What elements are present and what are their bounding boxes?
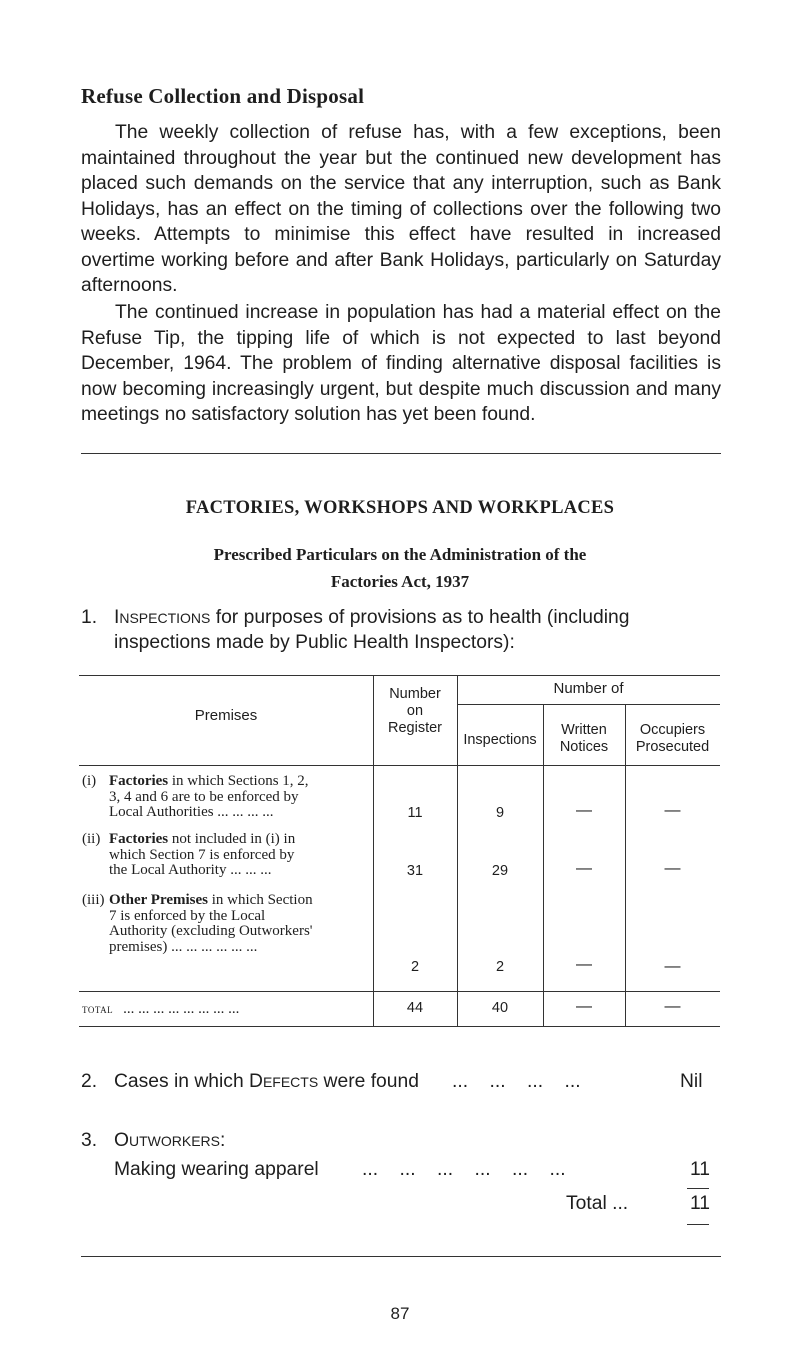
- total-notices: —: [576, 998, 592, 1015]
- row-i-bold: Factories: [109, 773, 169, 789]
- item-2-dots: ... ... ... ...: [452, 1071, 581, 1092]
- row-i-register: 11: [407, 805, 423, 821]
- total-register: 44: [406, 1000, 424, 1016]
- page-number: 87: [390, 1304, 410, 1323]
- subtitle-line-1: Prescribed Particulars on the Administration of the: [213, 545, 587, 564]
- item-3-total-value: 11: [690, 1193, 711, 1214]
- row-i-number: (i): [82, 773, 97, 789]
- row-iii-line-4: premises) ... ... ... ... ... ...: [109, 938, 258, 955]
- header-prosecuted-line-1: Occupiers: [639, 722, 706, 738]
- table-bottom-rule: [79, 1026, 720, 1027]
- defects-keyword: Defects: [249, 1071, 319, 1092]
- item-2-text: [114, 1069, 419, 1095]
- footer-divider: [81, 1256, 721, 1257]
- total-top-rule: [79, 991, 720, 992]
- row-ii-notices: —: [576, 860, 592, 877]
- item-3-number: 3.: [81, 1130, 98, 1151]
- row-iii-inspections: 2: [495, 959, 505, 975]
- header-bottom-rule: [79, 765, 720, 766]
- row-ii-line-1: not included in (i) in: [168, 831, 296, 847]
- item-3-line-value: 11: [690, 1159, 711, 1180]
- row-i-line-2: 3, 4 and 6 are to be enforced by: [109, 788, 299, 805]
- paragraph-refuse-tip: [81, 300, 721, 428]
- item-1-text-line-2: inspections made by Public Health Inspectors):: [114, 632, 515, 653]
- row-ii-number: (ii): [82, 831, 101, 847]
- row-iii-notices: —: [576, 956, 592, 973]
- row-ii-inspections: 29: [491, 863, 509, 879]
- item-2-post: were found: [318, 1071, 419, 1092]
- total-dots: ... ... ... ... ... ... ... ...: [123, 1001, 240, 1017]
- total-inspections: 40: [491, 1000, 509, 1016]
- paragraph-refuse-collection: [81, 120, 721, 299]
- table-row-label-ii: [82, 832, 372, 879]
- row-i-prosecuted: —: [664, 802, 681, 819]
- row-iii-register: 2: [410, 959, 420, 975]
- row-ii-prosecuted: —: [664, 860, 681, 877]
- section-divider: [81, 453, 721, 454]
- item-1-text-line-1: for purposes of provisions as to health (including: [210, 607, 630, 628]
- header-register-line-3: Register: [388, 720, 442, 736]
- total-prosecuted: —: [664, 998, 681, 1015]
- header-prosecuted-line-2: Prosecuted: [635, 739, 710, 755]
- row-ii-register: 31: [406, 863, 424, 879]
- row-iii-prosecuted: —: [664, 958, 681, 975]
- row-i-inspections: 9: [495, 805, 505, 821]
- sum-rule-top: [687, 1188, 709, 1189]
- row-ii-line-3: the Local Authority ... ... ...: [109, 862, 272, 878]
- header-written-notices: [543, 722, 625, 756]
- paragraph-1-text: The weekly collection of refuse has, with a few exceptions, been maintained throughout the year but the continued new development has placed such demands on the service that any interruption, such as Bank Holidays, has an effect on the timing of collections over the following two weeks. Attempts to minimise this effect have resulted in increased overtime working before and after Bank Holidays, particularly on Saturday afternoons.: [81, 122, 721, 296]
- item-3-line-dots: ... ... ... ... ... ...: [362, 1159, 566, 1180]
- outworkers-keyword: Outworkers: [114, 1130, 220, 1151]
- table-row-label-iii: [82, 893, 372, 955]
- section-heading: Refuse Collection and Disposal: [81, 84, 365, 108]
- total-row-label: [82, 1001, 372, 1018]
- row-iii-line-3: Authority (excluding Outworkers': [109, 923, 313, 939]
- header-notices-line-2: Notices: [559, 739, 609, 755]
- row-ii-line-2: which Section 7 is enforced by: [109, 846, 295, 863]
- row-i-notices: —: [576, 802, 592, 819]
- header-number-of: Number of: [553, 680, 624, 697]
- item-3-total-label: Total ...: [566, 1193, 629, 1214]
- row-ii-bold: Factories: [109, 831, 169, 847]
- main-title: FACTORIES, WORKSHOPS AND WORKPLACES: [185, 498, 615, 518]
- item-1-text: [114, 605, 724, 631]
- row-iii-bold: Other Premises: [109, 892, 209, 908]
- outworkers-colon: :: [220, 1130, 226, 1151]
- sum-rule-bottom: [687, 1224, 709, 1225]
- header-number-on-register: [373, 686, 457, 737]
- table-top-rule: [79, 675, 720, 676]
- item-3-heading: [114, 1128, 225, 1154]
- subtitle-line-2: Factories Act, 1937: [330, 572, 470, 591]
- row-i-line-3: Local Authorities ... ... ... ...: [109, 804, 274, 820]
- inspections-keyword: Inspections: [114, 607, 211, 628]
- row-iii-number: (iii): [82, 892, 105, 908]
- header-notices-line-1: Written: [561, 722, 607, 738]
- paragraph-2-text: The continued increase in population has had a material effect on the Refuse Tip, the tipping life of which is not expected to last beyond December, 1964. The problem of finding alternative disposal facilities is now becoming increasingly urgent, but despite much discussion and many meetings no satisfactory solution has yet been found.: [81, 302, 721, 425]
- header-register-line-1: Number: [389, 686, 441, 702]
- header-premises: Premises: [194, 707, 258, 724]
- row-i-line-1: in which Sections 1, 2,: [168, 773, 309, 789]
- header-occupiers-prosecuted: [625, 722, 720, 756]
- item-1-number: 1.: [81, 607, 98, 628]
- header-register-line-2: on: [406, 703, 424, 719]
- header-number-of-rule: [457, 704, 720, 705]
- item-2-pre: Cases in which: [114, 1071, 250, 1092]
- total-label: total: [82, 1001, 114, 1016]
- item-3-line-label: Making wearing apparel: [114, 1159, 319, 1180]
- item-2-number: 2.: [81, 1071, 98, 1092]
- item-2-value: Nil: [680, 1071, 703, 1092]
- row-iii-line-2: 7 is enforced by the Local: [109, 907, 266, 924]
- header-inspections: Inspections: [463, 732, 537, 748]
- row-iii-line-1: in which Section: [208, 892, 313, 908]
- table-row-label-i: [82, 774, 372, 821]
